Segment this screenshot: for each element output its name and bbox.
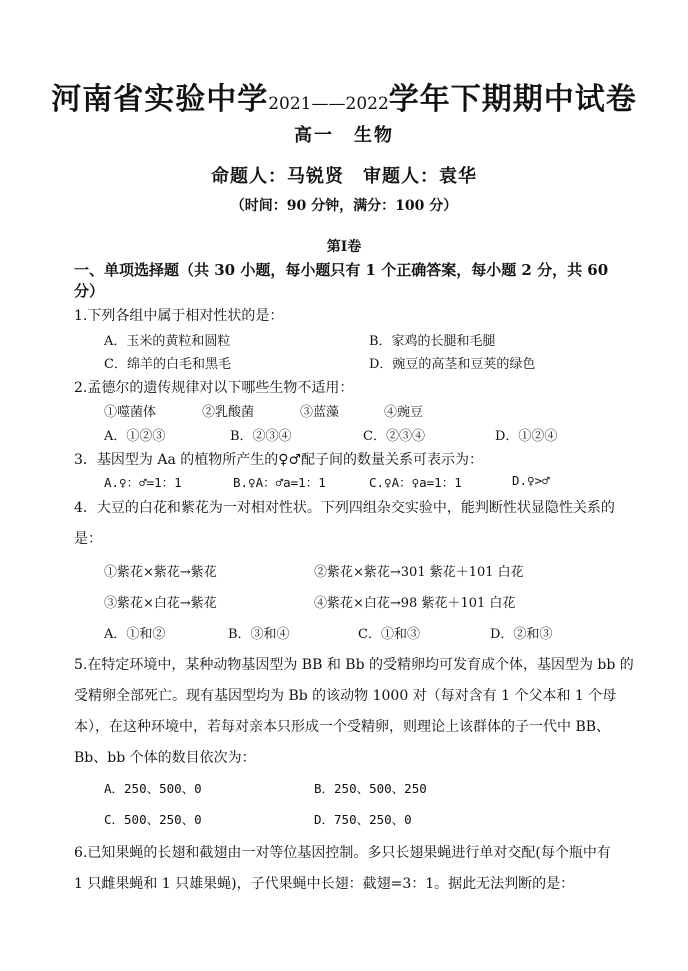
volume-heading: 第Ⅰ卷	[326, 239, 362, 255]
q2-item-1: ①噬菌体	[104, 405, 157, 420]
title-school: 河南省实验中学	[51, 82, 269, 117]
q4-option-b: B．③和④	[228, 627, 290, 642]
q5-stem-line2: 受精卵全部死亡。现有基因型均为 Bb 的该动物 1000 对（每对含有 1 个父本和 1 个母	[74, 688, 617, 704]
q3-option-c: C.♀A：♀a=1：1	[369, 475, 462, 490]
exam-authors: 命题人：马锐贤 审题人：袁华	[211, 166, 477, 187]
q3-option-a: A.♀：♂=1：1	[104, 475, 182, 490]
q1-option-a: A．玉米的黄粒和圆粒	[104, 334, 231, 349]
title-years: 2021——2022	[268, 94, 389, 114]
q5-option-d: D．750、250、0	[314, 812, 412, 827]
q5-stem-line1: 5.在特定环境中，某种动物基因型为 BB 和 Bb 的受精卵均可发育成个体，基因型为 bb 的	[74, 657, 634, 673]
q2-option-b: B．②③④	[230, 429, 292, 444]
q1-option-c: C．绵羊的白毛和黑毛	[104, 357, 231, 372]
q6-stem-line2: 1 只雌果蝇和 1 只雄果蝇)，子代果蝇中长翅：截翅=3：1。据此无法判断的是：	[74, 876, 575, 892]
q3-stem: 3．基因型为 Aa 的植物所产生的♀♂配子间的数量关系可表示为：	[74, 452, 484, 468]
q5-option-a: A．250、500、0	[104, 781, 202, 796]
q4-stem-line2: 是：	[74, 531, 102, 547]
q5-stem-line4: Bb、bb 个体的数目依次为：	[74, 750, 256, 766]
q2-option-d: D．①②④	[495, 429, 558, 444]
q3-option-b: B.♀A：♂a=1：1	[233, 475, 326, 490]
q4-option-a: A．①和②	[104, 627, 166, 642]
q4-stem-line1: 4．大豆的白花和紫花为一对相对性状。下列四组杂交实验中，能判断性状显隐性关系的	[74, 500, 615, 516]
q5-option-c: C．500、250、0	[104, 812, 202, 827]
q5-option-b: B．250、500、250	[314, 781, 427, 796]
exam-title	[0, 74, 688, 118]
q4-item-2: ②紫花×紫花→301 紫花＋101 白花	[314, 565, 524, 580]
q2-stem: 2.孟德尔的遗传规律对以下哪些生物不适用：	[74, 380, 354, 396]
q5-stem-line3: 本），在这种环境中，若每对亲本只形成一个受精卵，则理论上该群体的子一代中 BB、	[74, 719, 611, 735]
q4-option-c: C．①和③	[358, 627, 420, 642]
q4-item-3: ③紫花×白花→紫花	[104, 596, 217, 611]
q2-item-3: ③蓝藻	[300, 405, 340, 420]
q1-option-d: D．豌豆的高茎和豆荚的绿色	[369, 357, 536, 372]
section-heading-cont: 分）	[74, 282, 105, 300]
q2-option-a: A．①②③	[104, 429, 166, 444]
q1-option-b: B．家鸡的长腿和毛腿	[369, 334, 496, 349]
q4-option-d: D．②和③	[490, 627, 553, 642]
q3-option-d: D.♀>♂	[512, 473, 550, 488]
q2-item-4: ④豌豆	[384, 405, 424, 420]
q2-item-2: ②乳酸菌	[202, 405, 255, 420]
q2-option-c: C．②③④	[363, 429, 425, 444]
exam-time-info: （时间：90 分钟，满分：100 分）	[230, 198, 458, 214]
exam-subject: 高一 生物	[294, 125, 394, 146]
q4-item-4: ④紫花×白花→98 紫花＋101 白花	[314, 596, 516, 611]
q1-stem: 1.下列各组中属于相对性状的是：	[74, 308, 284, 324]
title-term: 学年下期期中试卷	[388, 82, 637, 117]
q4-item-1: ①紫花×紫花→紫花	[104, 565, 217, 580]
section-heading: 一、单项选择题（共 30 小题，每小题只有 1 个正确答案，每小题 2 分，共 60	[74, 261, 609, 279]
q6-stem-line1: 6.已知果蝇的长翅和截翅由一对等位基因控制。多只长翅果蝇进行单对交配(每个瓶中有	[74, 845, 611, 861]
